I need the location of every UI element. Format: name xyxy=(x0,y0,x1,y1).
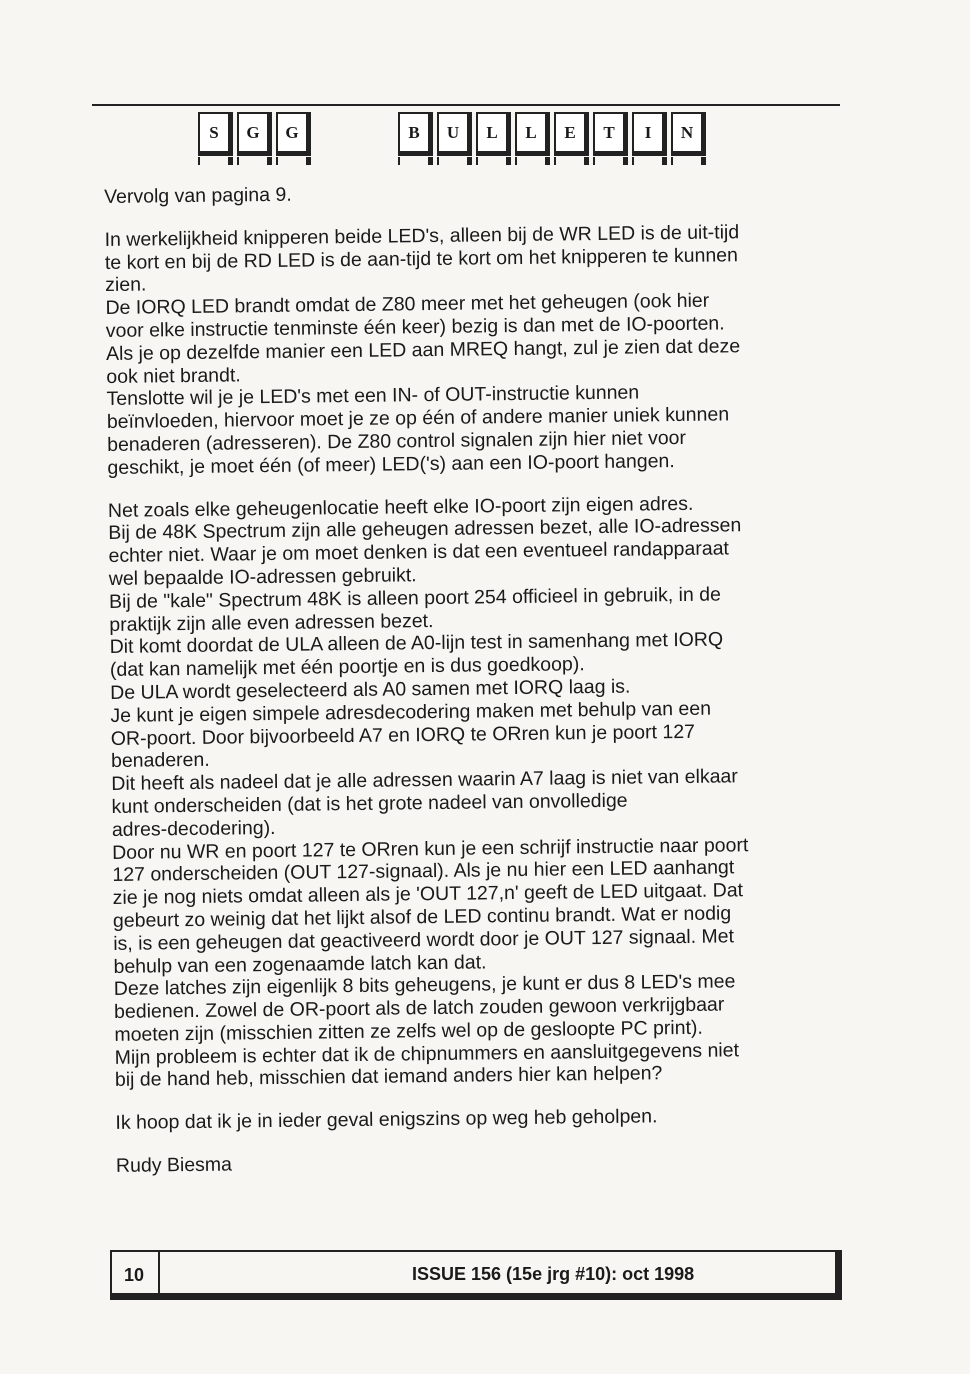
text-line: Bij de 48K Spectrum zijn alle geheugen adressen bezet, alle IO-adressen xyxy=(108,514,742,545)
text-line: Dit komt doordat de ULA alleen de A0-lijn test in samenhang met IORQ xyxy=(109,628,724,659)
header-rule xyxy=(92,104,840,106)
text-line: praktijk zijn alle even adressen bezet. xyxy=(109,609,434,636)
text-line: (dat kan namelijk met één poortje en is dus goedkoop). xyxy=(109,653,585,682)
text-line: beïnvloeden, hiervoor moet je ze op één of andere manier uniek kunnen xyxy=(106,403,730,434)
closing-line: Ik hoop dat ik je in ieder geval enigszins op weg heb geholpen. xyxy=(115,1105,658,1135)
paragraph-1 xyxy=(105,220,846,480)
sgg-letter-tile: S xyxy=(198,112,233,156)
article-body xyxy=(104,177,854,1198)
bulletin-letter-tile: T xyxy=(593,112,628,156)
text-line: is, is een geheugen dat geactiveerd wordt door je OUT 127 signaal. Met xyxy=(113,925,735,955)
text-line: Bij de "kale" Spectrum 48K is alleen poort 254 officieel in gebruik, in de xyxy=(108,583,722,613)
sgg-logo xyxy=(198,112,315,166)
text-line: zien. xyxy=(105,273,147,297)
sgg-letter-tile: G xyxy=(276,112,311,156)
text-line: zie je nog niets omdat alleen als je 'OUT 127,n' geeft de LED uitgaat. Dat xyxy=(112,879,744,910)
bulletin-letter-tile: L xyxy=(476,112,511,156)
bulletin-letter-tile: I xyxy=(632,112,667,156)
text-line: moeten zijn (misschien zitten ze zelfs wel op de gesloopte PC print). xyxy=(114,1016,703,1046)
text-line: Als je op dezelfde manier een LED aan MREQ hangt, zul je zien dat deze xyxy=(105,335,741,365)
signature: Rudy Biesma xyxy=(115,1153,233,1178)
text-line: ook niet brandt. xyxy=(106,363,241,388)
text-line: Dit heeft als nadeel dat je alle adressen waarin A7 laag is niet van elkaar xyxy=(111,765,738,796)
paragraph-2 xyxy=(108,491,853,1093)
text-line: wel bepaalde IO-adressen gebruikt. xyxy=(108,564,417,590)
text-line: In werkelijkheid knipperen beide LED's, alleen bij de WR LED is de uit-tijd xyxy=(104,221,740,251)
bulletin-letter-tile: N xyxy=(671,112,706,156)
sgg-letter-tile: G xyxy=(237,112,272,156)
text-line: Mijn probleem is echter dat ik de chipnummers en aansluitgegevens niet xyxy=(114,1038,740,1069)
text-line: voor elke instructie tenminste één keer) bezig is dan met de IO-poorten. xyxy=(105,312,725,342)
bulletin-letter-tile: E xyxy=(554,112,589,156)
text-line: Deze latches zijn eigenlijk 8 bits geheugens, je kunt er dus 8 LED's mee xyxy=(113,970,736,1001)
issue-label: ISSUE 156 (15e jrg #10): oct 1998 xyxy=(412,1264,695,1284)
text-line: Door nu WR en poort 127 te ORren kun je een schrijf instructie naar poort xyxy=(112,833,749,864)
text-line: benaderen. xyxy=(110,749,210,773)
text-line: echter niet. Waar je om moet denken is dat een eventueel randapparaat xyxy=(108,537,730,568)
text-line: bedienen. Zowel de OR-poort als de latch zouden gewoon verkrijgbaar xyxy=(113,993,725,1024)
bulletin-letter-tile: U xyxy=(437,112,472,156)
text-line: bij de hand heb, misschien dat iemand anders hier kan helpen? xyxy=(114,1062,663,1092)
bulletin-letter-tile: L xyxy=(515,112,550,156)
footer-bar xyxy=(110,1250,842,1300)
intro-line: Vervolg van pagina 9. xyxy=(104,183,292,208)
text-line: geschikt, je moet één (of meer) LED('s) aan een IO-poort hangen. xyxy=(107,449,675,479)
text-line: De IORQ LED brandt omdat de Z80 meer met het geheugen (ook hier xyxy=(105,289,710,320)
text-line: benaderen (adresseren). De Z80 control signalen zijn hier niet voor xyxy=(107,426,687,456)
text-line: OR-poort. Door bijvoorbeeld A7 en IORQ te ORren kun je poort 127 xyxy=(110,720,696,750)
text-line: adres-decodering). xyxy=(111,816,276,841)
text-line: 127 onderscheiden (OUT 127-signaal). Als je nu hier een LED aanhangt xyxy=(112,856,735,887)
text-line: De ULA wordt geselecteerd als A0 samen met IORQ laag is. xyxy=(110,675,631,704)
text-line: Je kunt je eigen simpele adresdecodering maken met behulp van een xyxy=(110,697,712,727)
text-line: gebeurt zo weinig dat het lijkt alsof de LED continu brandt. Wat er nodig xyxy=(112,902,732,932)
bulletin-logo xyxy=(398,112,710,166)
bulletin-letter-tile: B xyxy=(398,112,433,156)
text-line: Net zoals elke geheugenlocatie heeft elke IO-poort zijn eigen adres. xyxy=(107,492,694,522)
text-line: kunt onderscheiden (dat is het grote nadeel van onvolledige xyxy=(111,789,628,818)
footer-divider xyxy=(158,1252,160,1293)
text-line: behulp van een zogenaamde latch kan dat. xyxy=(113,950,487,978)
text-line: Tenslotte wil je je LED's met een IN- of OUT-instructie kunnen xyxy=(106,381,640,411)
page-number: 10 xyxy=(124,1265,145,1285)
text-line: te kort en bij de RD LED is de aan-tijd te kort om het knipperen te kunnen xyxy=(104,243,739,274)
